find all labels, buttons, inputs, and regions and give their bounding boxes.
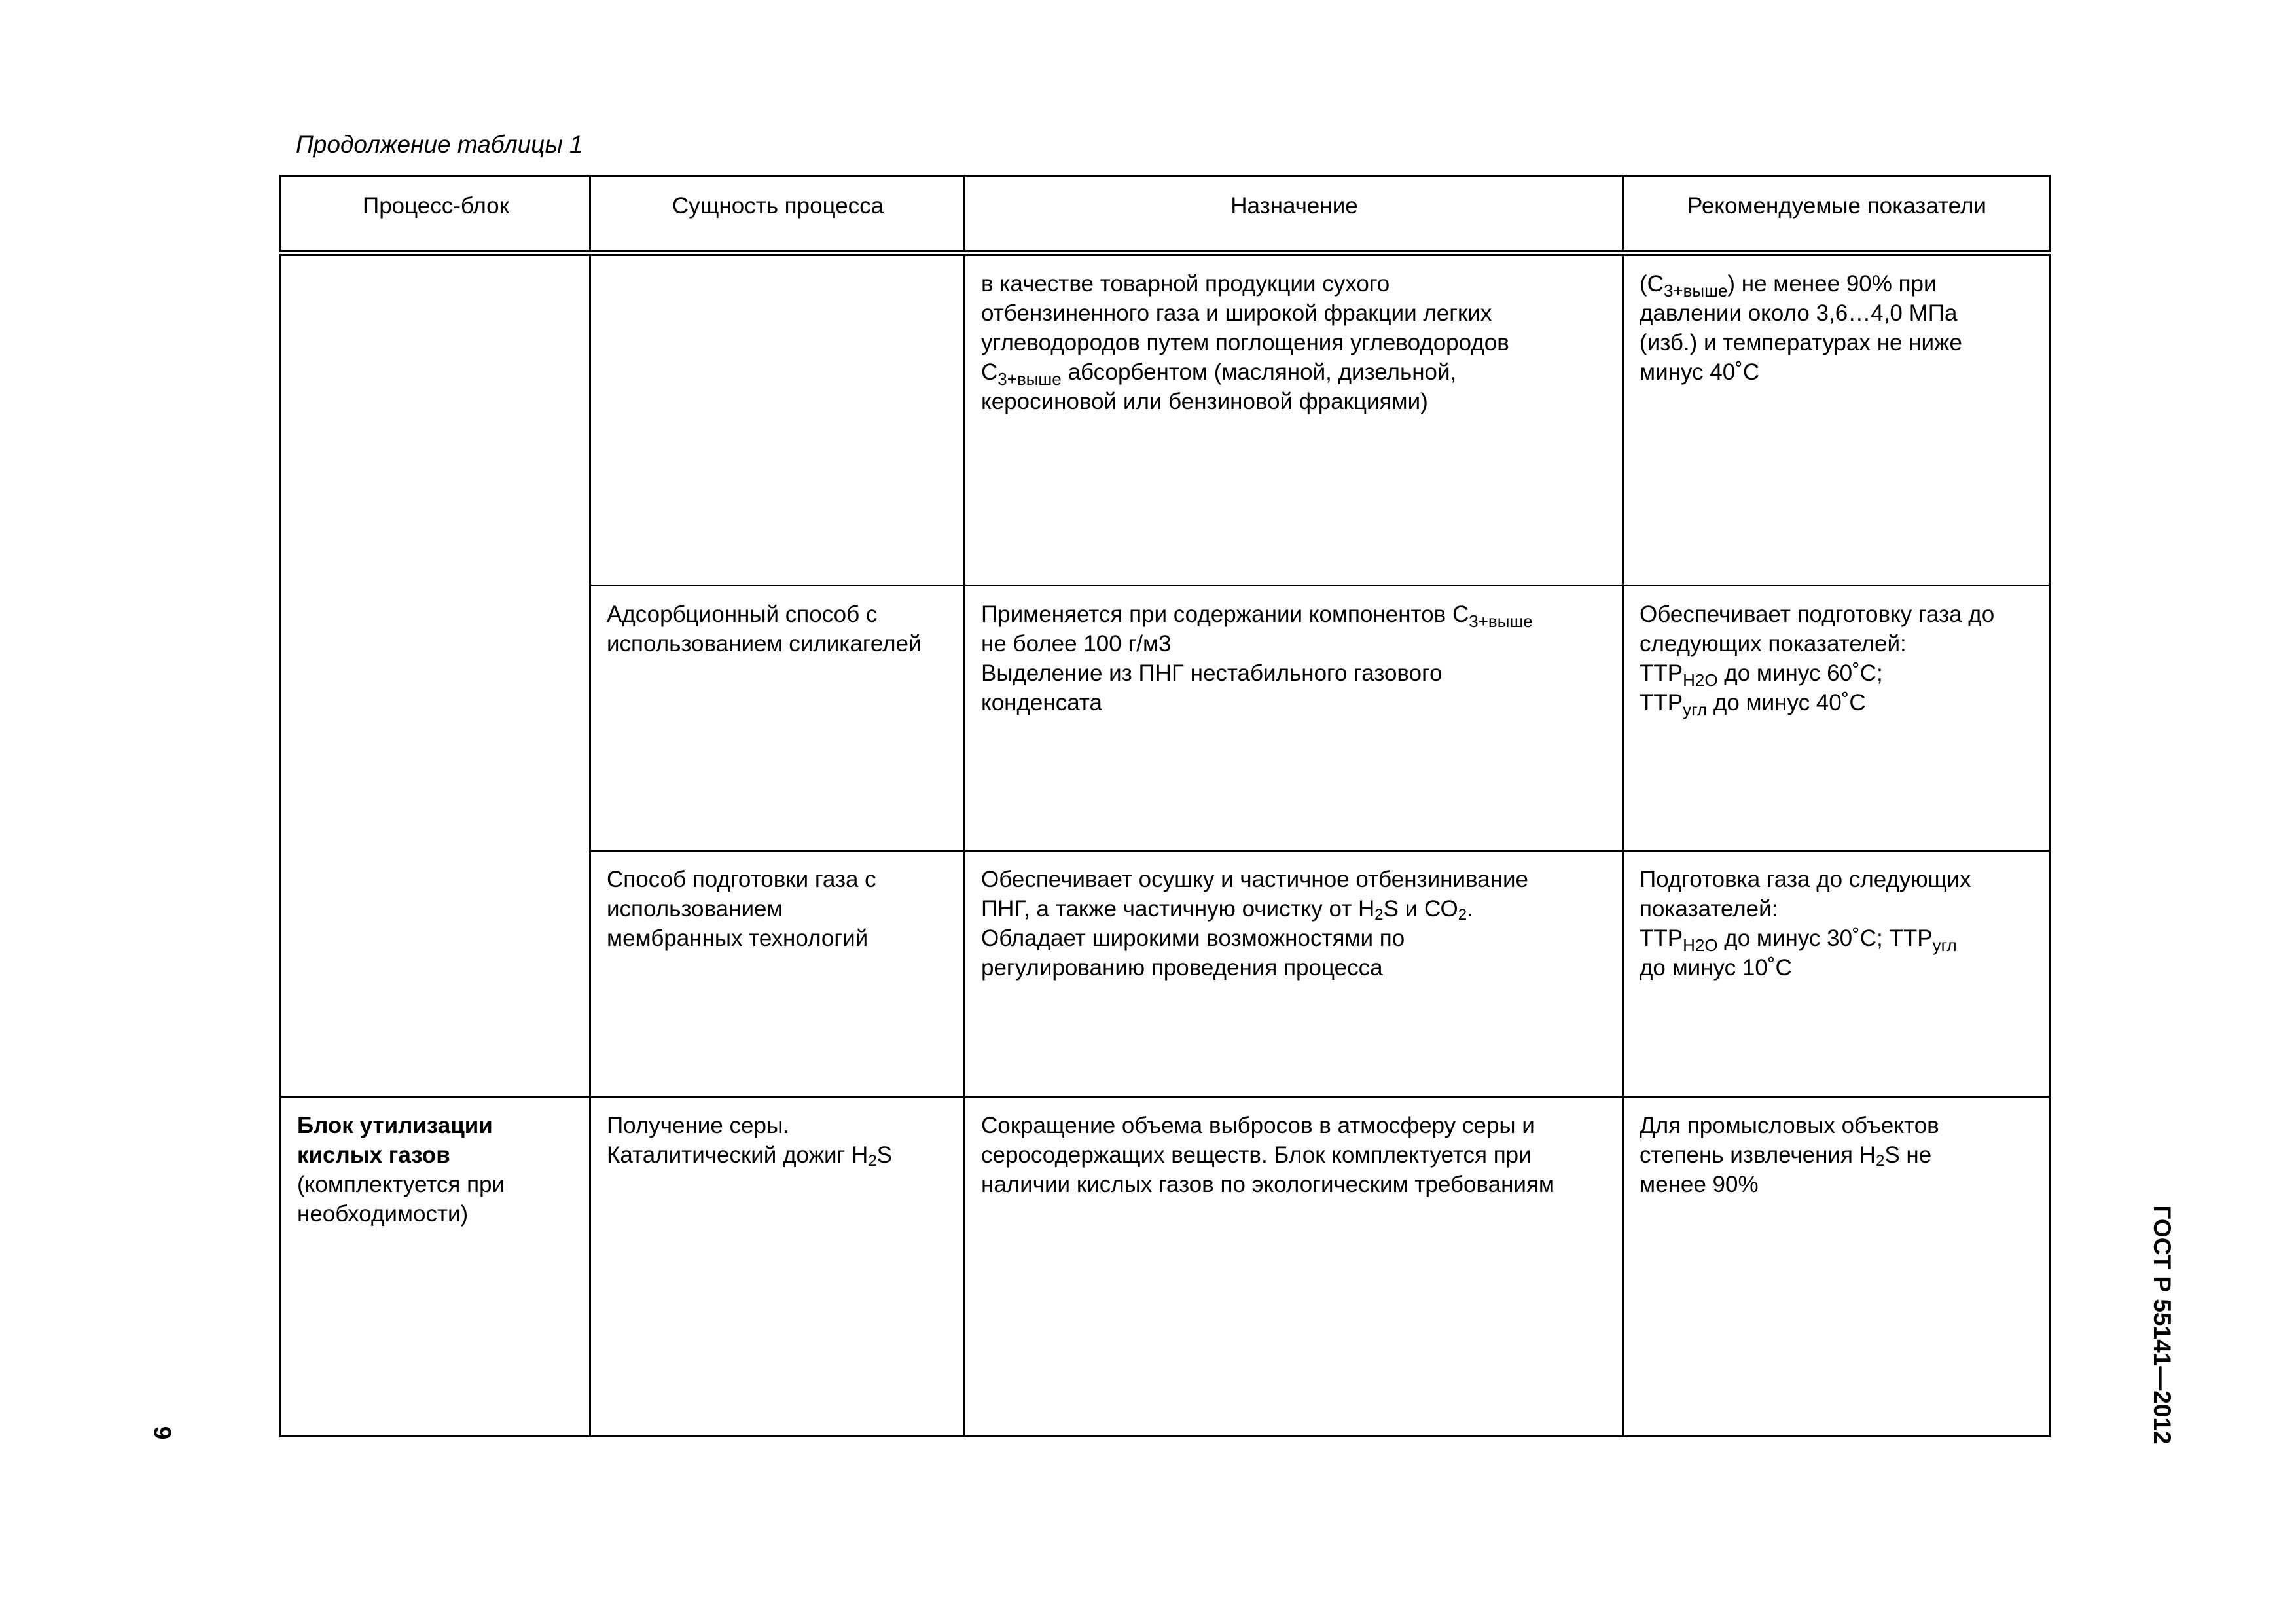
text-line: конденсата [981,690,1103,716]
text-line: до минус 10˚С [1640,954,1792,981]
subscript: угл [1683,700,1708,720]
text-segment: С [981,359,998,386]
cell-purpose [965,253,1623,586]
text-segment: ТТР [1640,925,1683,951]
cell-indicators [1623,586,2050,850]
text-line: кислых газов [297,1142,450,1168]
cell-essence [590,1096,965,1436]
text-line: серосодержащих веществ. Блок комплектуется при [981,1142,1532,1168]
text-segment: . [1467,895,1473,922]
text-segment: до минус 40˚С [1707,690,1866,716]
text-line: Обладает широкими возможностями по [981,925,1405,951]
header-recommended-indicators: Рекомендуемые показатели [1623,176,2050,253]
document-code: ГОСТ Р 55141—2012 [2149,1205,2176,1445]
cell-indicators [1623,253,2050,586]
header-process-essence: Сущность процесса [590,176,965,253]
text-line [981,357,1607,387]
text-segment: Каталитический дожиг Н [607,1142,869,1168]
cell-purpose [965,850,1623,1096]
text-line: мембранных технологий [607,925,869,951]
text-line: использованием [607,895,783,922]
text-line: Получение серы. [607,1112,789,1138]
cell-essence [590,850,965,1096]
text-line: Выделение из ПНГ нестабильного газового [981,660,1443,687]
text-line [1640,269,2034,301]
text-line: Блок утилизации [297,1112,493,1138]
text-line: показателей: [1640,895,1778,922]
text-line: отбензиненного газа и широкой фракции легких [981,300,1492,327]
cell-process-block [281,1096,590,1436]
cell-purpose [965,1096,1623,1436]
text-segment: до минус 30˚С; ТТР [1717,925,1933,951]
cell-indicators [1623,850,2050,1096]
text-segment: (С [1640,271,1664,297]
cell-essence-empty [590,253,965,586]
text-line: следующих показателей: [1640,631,1907,657]
text-line: Обеспечивает подготовку газа до [1640,602,1995,628]
cell-essence [590,586,965,850]
text-line [1640,659,2034,691]
text-line: в качестве товарной продукции сухого [981,271,1390,297]
text-line [607,1140,949,1170]
subscript: Н2О [1683,935,1718,955]
subscript: 3+выше [997,369,1062,389]
text-segment: ТТР [1640,660,1683,687]
table-row [281,253,2050,586]
subscript: Н2О [1683,670,1718,691]
text-line [1640,1140,2034,1170]
text-segment: ПНГ, а также частичную очистку от Н [981,895,1375,922]
text-line [1640,924,2034,953]
text-line [1640,688,2034,720]
text-line: (изб.) и температурах не ниже [1640,330,1962,356]
table-row [281,1096,2050,1436]
page-number: 9 [149,1426,176,1440]
cell-purpose [965,586,1623,850]
text-line: использованием силикагелей [607,631,922,657]
subscript: 2 [1458,905,1467,924]
table-header-row [281,176,2050,253]
text-line: необходимости) [297,1200,469,1227]
subscript: 3+выше [1469,611,1533,632]
text-line: минус 40˚С [1640,359,1760,386]
text-line: Адсорбционный способ с [607,602,878,628]
text-line: менее 90% [1640,1171,1759,1197]
process-table [279,175,2051,1437]
header-process-block: Процесс-блок [281,176,590,253]
text-segment: абсорбентом (масляной, дизельной, [1061,359,1457,386]
subscript: 2 [1875,1151,1885,1170]
subscript: 2 [1374,905,1384,924]
text-line: углеводородов путем поглощения углеводородов [981,330,1509,356]
text-line [981,600,1607,632]
subscript: 2 [868,1151,877,1170]
text-segment: S [876,1142,893,1168]
text-line [981,894,1607,924]
text-segment: ТТР [1640,690,1683,716]
subscript: 3+выше [1663,281,1728,301]
text-line: (комплектуется при [297,1171,505,1197]
text-line: не более 100 г/м3 [981,631,1172,657]
text-line: керосиновой или бензиновой фракциями) [981,389,1428,415]
header-purpose: Назначение [965,176,1623,253]
text-segment: степень извлечения Н [1640,1142,1876,1168]
text-line: Обеспечивает осушку и частичное отбензинивание [981,866,1529,892]
cell-process-block-empty [281,253,590,1097]
table-caption: Продолжение таблицы 1 [296,131,583,158]
text-line: наличии кислых газов по экологическим требованиям [981,1171,1554,1197]
text-line: Сокращение объема выбросов в атмосферу серы и [981,1112,1535,1138]
text-segment: Применяется при содержании компонентов С [981,602,1469,628]
cell-indicators [1623,1096,2050,1436]
text-line: Способ подготовки газа с [607,866,876,892]
text-line: давлении около 3,6…4,0 МПа [1640,300,1958,327]
subscript: угл [1932,935,1957,955]
text-segment: S не [1884,1142,1932,1168]
text-line: регулированию проведения процесса [981,954,1383,981]
text-segment: S и СО [1383,895,1458,922]
text-line: Подготовка газа до следующих [1640,866,1971,892]
text-line: Для промысловых объектов [1640,1112,1939,1138]
text-segment: до минус 60˚С; [1717,660,1883,687]
text-segment: ) не менее 90% при [1727,271,1937,297]
